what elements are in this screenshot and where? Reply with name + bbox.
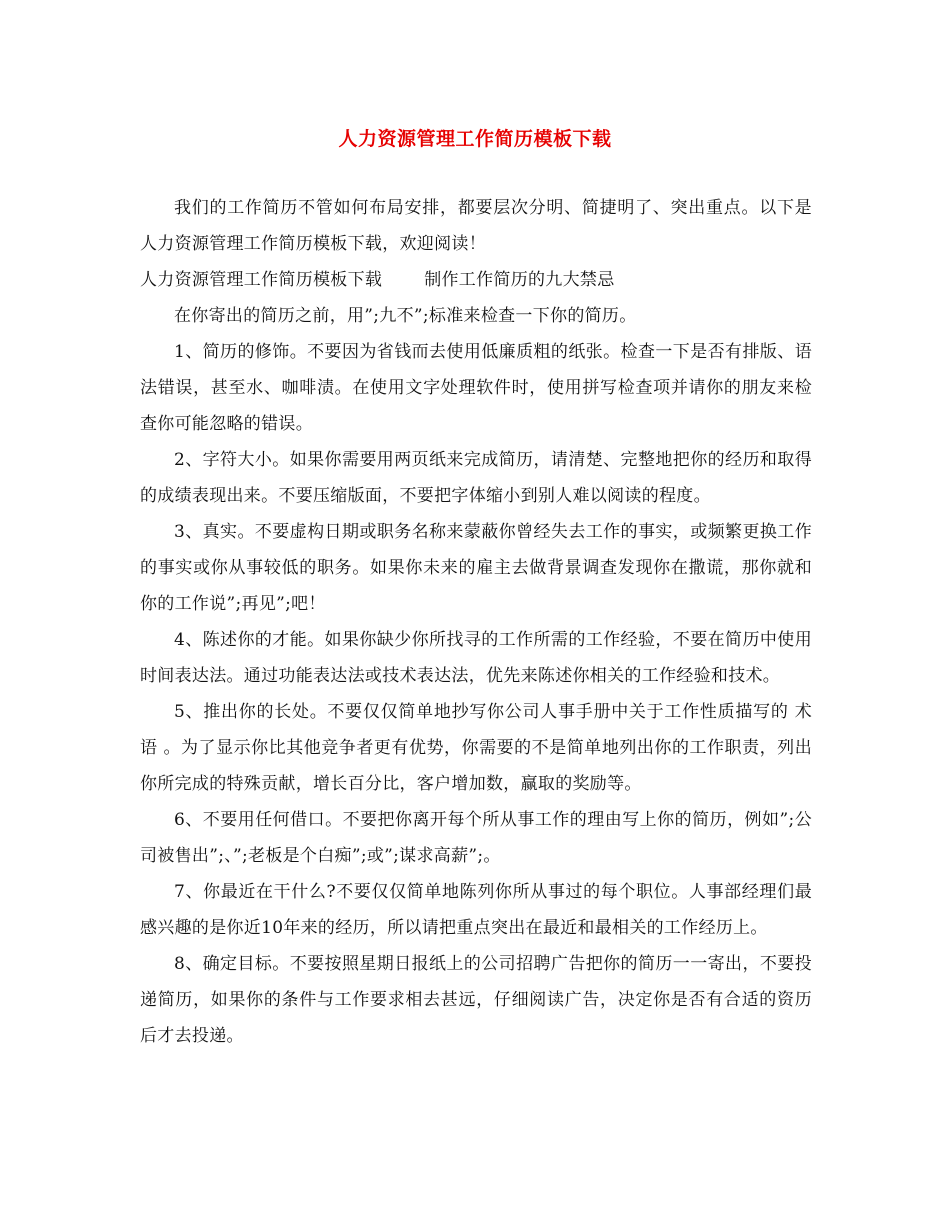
list-item-8: 8、确定目标。不要按照星期日报纸上的公司招聘广告把你的简历一一寄出，不要投递简历，如果你的条件与工作要求相去甚远，仔细阅读广告，决定你是否有合适的资历后才去投递。 xyxy=(140,954,812,1046)
list-item-6: 6、不要用任何借口。不要把你离开每个所从事工作的理由写上你的简历，例如”;公司被售出”;、”;老板是个白痴”;或”;谋求高薪”;。 xyxy=(140,810,812,866)
subheading-right: 制作工作简历的九大禁忌 xyxy=(424,270,615,290)
list-item-2: 2、字符大小。如果你需要用两页纸来完成简历，请清楚、完整地把你的经历和取得的成绩表现出来。不要压缩版面，不要把字体缩小到别人难以阅读的程度。 xyxy=(140,450,812,506)
page-title: 人力资源管理工作简历模板下载 xyxy=(338,128,612,150)
list-item-5: 5、推出你的长处。不要仅仅简单地抄写你公司人事手册中关于工作性质描写的 术语 。为了显示你比其他竞争者更有优势，你需要的不是简单地列出你的工作职责，列出你所完成的特殊贡献，增长百分比，客户增加数，赢取的奖励等。 xyxy=(140,702,812,794)
lead-paragraph: 在你寄出的简历之前，用”;九不”;标准来检查一下你的简历。 xyxy=(174,306,637,326)
list-item-3: 3、真实。不要虚构日期或职务名称来蒙蔽你曾经失去工作的事实，或频繁更换工作的事实或你从事较低的职务。如果你未来的雇主去做背景调查发现你在撒谎，那你就和你的工作说”;再见”;吧！ xyxy=(140,522,812,614)
subheading-line xyxy=(140,262,812,298)
intro-paragraph: 我们的工作简历不管如何布局安排，都要层次分明、简捷明了、突出重点。以下是人力资源管理工作简历模板下载，欢迎阅读！ xyxy=(140,198,812,254)
list-item-1: 1、简历的修饰。不要因为省钱而去使用低廉质粗的纸张。检查一下是否有排版、语法错误，甚至水、咖啡渍。在使用文字处理软件时，使用拼写检查项并请你的朋友来检查你可能忽略的错误。 xyxy=(140,342,812,434)
list-item-7: 7、你最近在干什么?不要仅仅简单地陈列你所从事过的每个职位。人事部经理们最感兴趣的是你近10年来的经历，所以请把重点突出在最近和最相关的工作经历上。 xyxy=(140,882,812,938)
list-item-4: 4、陈述你的才能。如果你缺少你所找寻的工作所需的工作经验，不要在简历中使用时间表达法。通过功能表达法或技术表达法，优先来陈述你相关的工作经验和技术。 xyxy=(140,630,812,686)
subheading-left: 人力资源管理工作简历模板下载 xyxy=(140,270,383,290)
document-body xyxy=(140,190,812,1054)
